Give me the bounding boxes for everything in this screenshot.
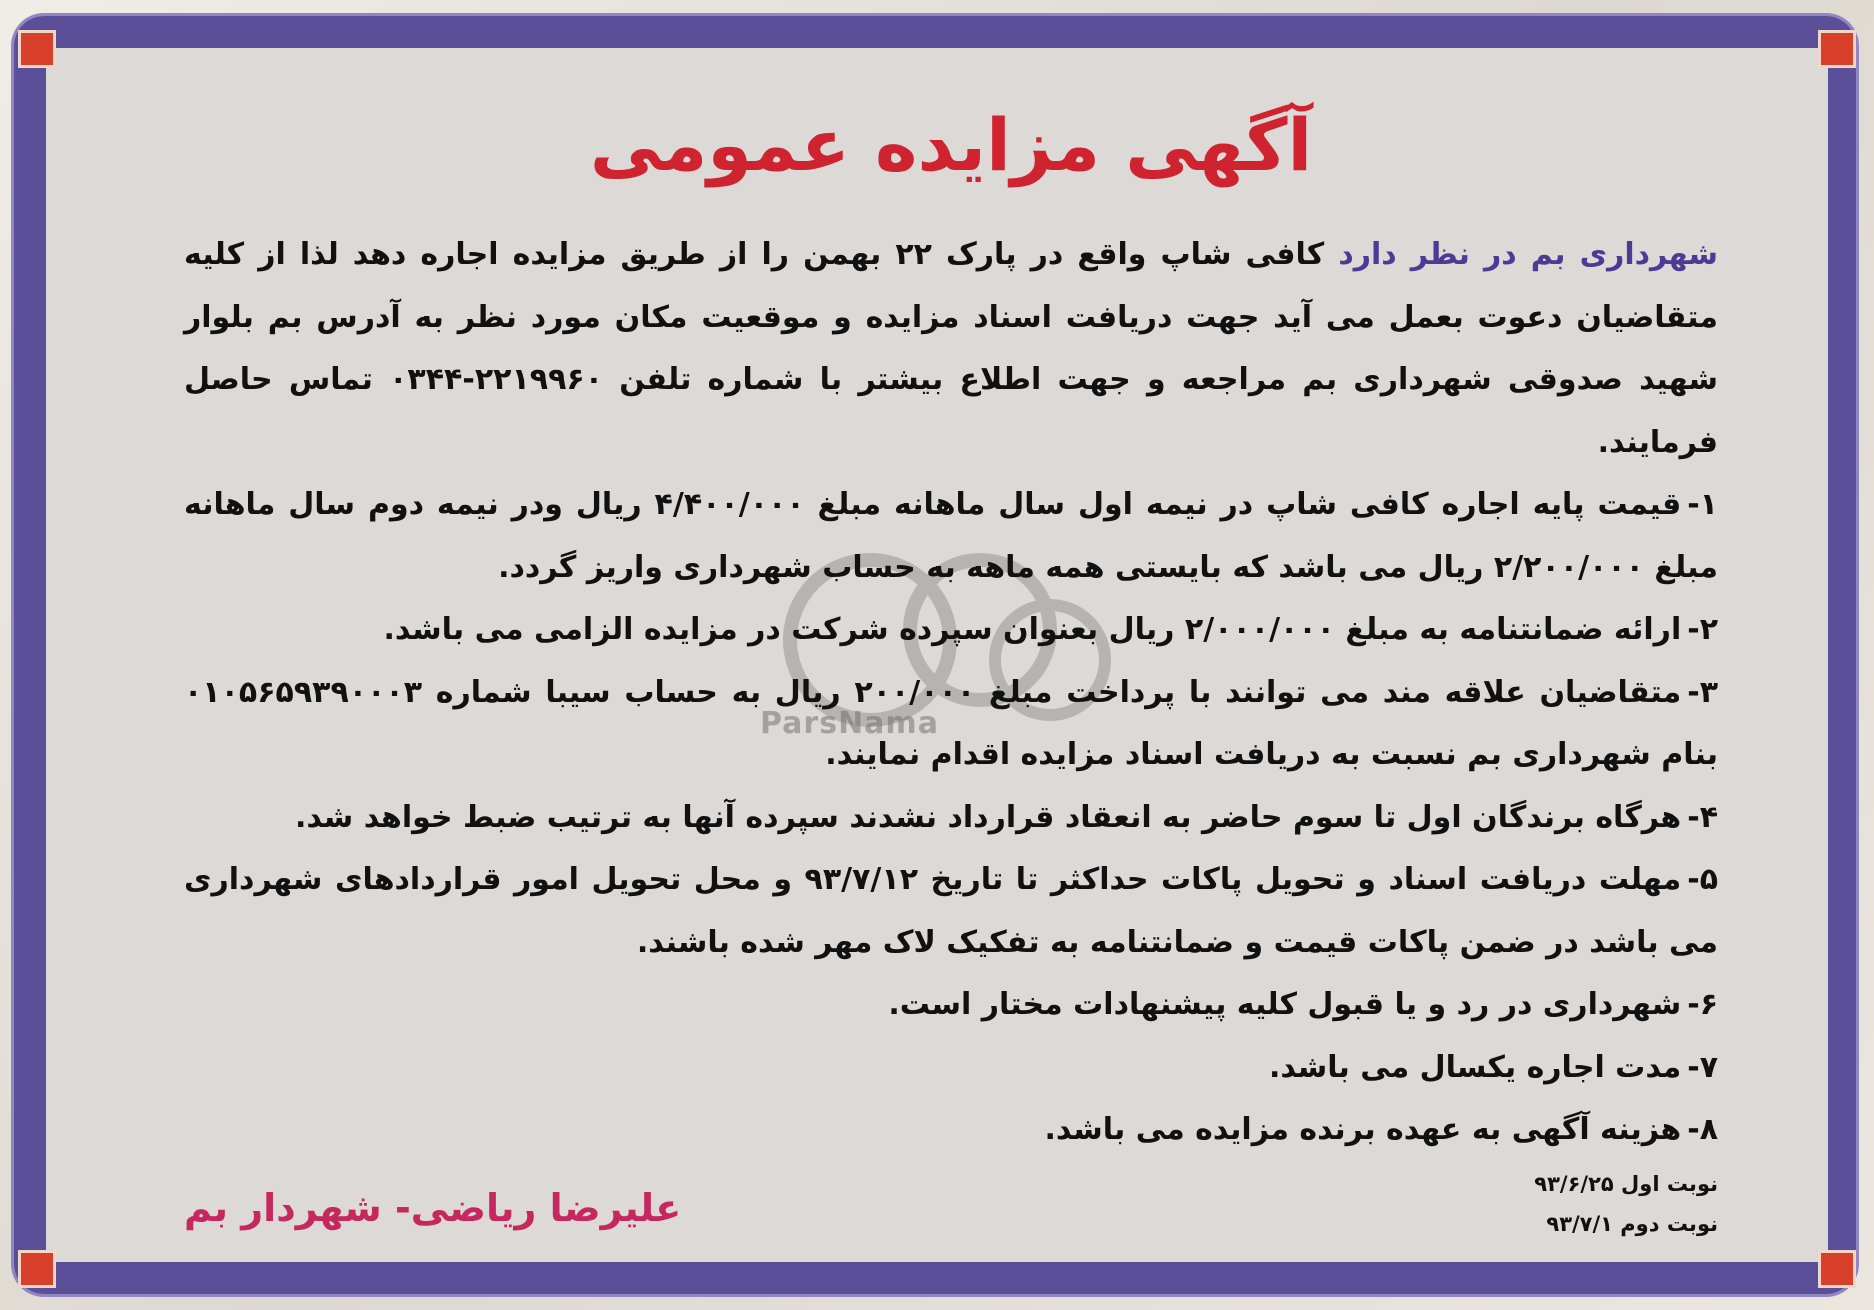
item-text: هرگاه برندگان اول تا سوم حاضر به انعقاد قرارداد نشدند سپرده آنها به ترتیب ضبط خواهد شد. [295,799,1682,835]
item-text: مدت اجاره یکسال می باشد. [1269,1049,1682,1085]
first-publication-date: نوبت اول ۹۳/۶/۲۵ [1534,1172,1718,1196]
condition-item-2 [184,599,1718,662]
condition-item-1 [184,474,1718,599]
signature: علیرضا ریاضی- شهردار بم [184,1186,682,1230]
item-number: ۸- [1687,1112,1718,1147]
corner-square-bottom-left [18,1250,56,1288]
corner-square-top-right [1818,30,1856,68]
item-number: ۵- [1687,862,1718,897]
condition-item-7 [184,1037,1718,1100]
intro-paragraph [184,224,1718,474]
item-text: متقاضیان علاقه مند می توانند با پرداخت مبلغ ۲۰۰/۰۰۰ ریال به حساب سیبا شماره ۰۱۰۵۶۵۹۳۹۰۰۰۳ بنام شهرداری بم نسبت به دریافت اسناد مزایده اقدام نمایند. [184,674,1718,772]
condition-item-3 [184,662,1718,787]
item-text: قیمت پایه اجاره کافی شاپ در نیمه اول سال ماهانه مبلغ ۴/۴۰۰/۰۰۰ ریال ودر نیمه دوم سال ماهانه مبلغ ۲/۲۰۰/۰۰۰ ریال می باشد که بایستی همه ماهه به حساب شهرداری واریز گردد. [184,487,1718,585]
ad-content [184,90,1718,1162]
item-text: ارائه ضمانتنامه به مبلغ ۲/۰۰۰/۰۰۰ ریال بعنوان سپرده شرکت در مزایده الزامی می باشد. [383,612,1682,647]
item-number: ۶- [1687,987,1718,1022]
intro-body: کافی شاپ واقع در پارک ۲۲ بهمن را از طریق مزایده اجاره دهد لذا از کلیه متقاضیان دعوت بعمل می آید جهت دریافت اسناد مزایده و موقعیت مکان مورد نظر به آدرس بم بلوار شهید صدوقی شهرداری بم مراجعه و جهت اطلاع بیشتر با شماره تلفن ۲۲۱۹۹۶۰-۰۳۴۴ تماس حاصل فرمایند. [184,237,1718,460]
corner-square-bottom-right [1818,1250,1856,1288]
watermark-brand: ParsNama [760,706,939,741]
ad-footer [184,1160,1718,1270]
publication-dates [1534,1164,1718,1244]
item-number: ۷- [1687,1049,1718,1085]
condition-item-5 [184,849,1718,974]
item-text: هزینه آگهی به عهده برنده مزایده می باشد. [1044,1112,1682,1147]
condition-item-6 [184,974,1718,1037]
item-number: ۲- [1687,612,1718,647]
corner-square-top-left [18,30,56,68]
intro-lead: شهرداری بم در نظر دارد [1338,237,1718,272]
item-text: مهلت دریافت اسناد و تحویل پاکات حداکثر تا تاریخ ۹۳/۷/۱۲ و محل تحویل امور قراردادهای شهرداری می باشد در ضمن پاکات قیمت و ضمانتنامه به تفکیک لاک مهر شده باشند. [184,862,1718,960]
item-number: ۱- [1687,487,1718,522]
condition-item-8 [184,1099,1718,1162]
item-number: ۴- [1687,799,1718,835]
ad-title: آگهی مزایده عمومی [589,103,1313,187]
second-publication-date: نوبت دوم ۹۳/۷/۱ [1546,1212,1718,1236]
item-number: ۳- [1687,674,1718,710]
condition-item-4 [184,787,1718,850]
item-text: شهرداری در رد و یا قبول کلیه پیشنهادات مختار است. [888,987,1682,1022]
